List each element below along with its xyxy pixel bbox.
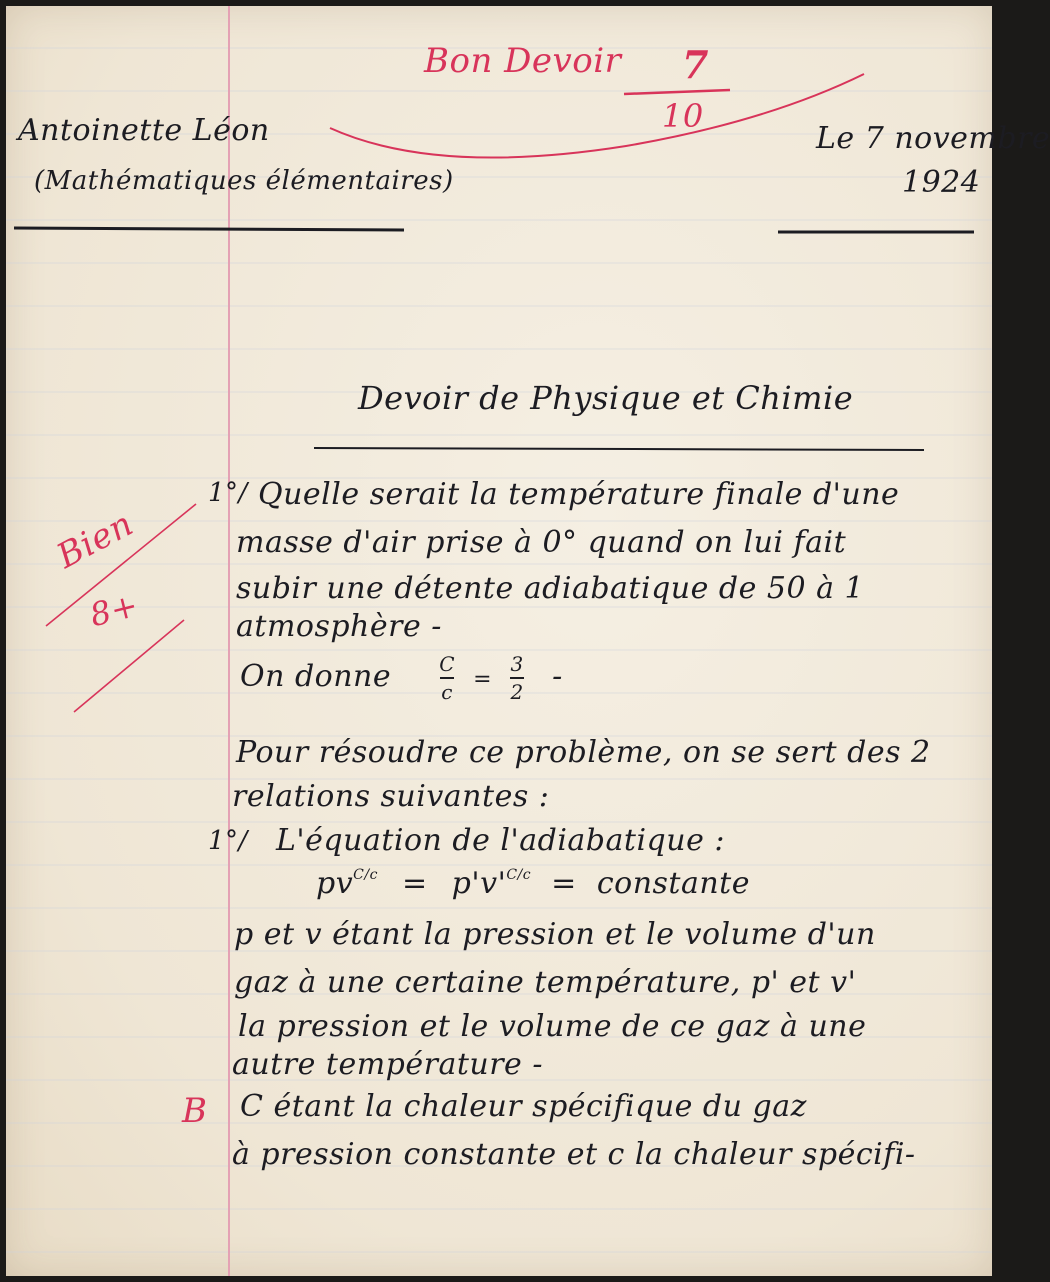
given-suffix: - — [552, 658, 563, 694]
grade-comment: Bon Devoir — [424, 41, 622, 81]
answer-intro-2: relations suivantes : — [232, 779, 550, 814]
given-value-numerator: 3 — [510, 652, 524, 676]
answer-line-3: la pression et le volume de ce gaz à une — [238, 1009, 867, 1044]
exam-sheet — [6, 6, 1050, 1276]
class-name: (Mathématiques élémentaires) — [34, 166, 454, 196]
question-line-4: atmosphère - — [236, 609, 442, 644]
given-prefix: On donne — [240, 658, 392, 694]
grade-denominator: 10 — [662, 97, 704, 135]
page-title: Devoir de Physique et Chimie — [358, 379, 854, 417]
given-row — [240, 654, 563, 702]
student-name: Antoinette Léon — [18, 113, 270, 148]
formula-exponent: C/c — [353, 867, 378, 883]
step-number: 1°/ — [208, 826, 248, 856]
answer-intro-1: Pour résoudre ce problème, on se sert des 2 — [236, 735, 931, 770]
answer-line-1: p et v étant la pression et le volume d'un — [234, 917, 876, 952]
grade-flourish — [330, 74, 864, 158]
fraction-bar — [440, 677, 454, 679]
given-equals: = — [473, 666, 493, 692]
margin-note-bien: Bien — [50, 503, 140, 577]
title-underline — [314, 448, 924, 450]
fraction-bar — [510, 677, 524, 679]
given-value-denominator: 2 — [510, 679, 524, 704]
question-line-2: masse d'air prise à 0° quand on lui fait — [236, 525, 847, 560]
formula-right: constante — [596, 866, 750, 901]
answer-line-4: autre température - — [232, 1047, 543, 1082]
formula-equals-1: = — [401, 866, 428, 901]
date-line2: 1924 — [902, 165, 981, 200]
formula-exponent-2: C/c — [506, 867, 532, 883]
ruled-lines — [6, 6, 992, 1276]
answer-line-6: à pression constante et c la chaleur spécifi- — [232, 1137, 916, 1172]
margin-slash-lower — [74, 620, 184, 712]
formula-middle: p'v' — [451, 866, 507, 901]
question-line-1: Quelle serait la température finale d'une — [258, 477, 900, 512]
formula-left: pv — [316, 866, 354, 901]
step-title: L'équation de l'adiabatique : — [276, 823, 725, 858]
answer-line-5: C étant la chaleur spécifique du gaz — [240, 1089, 807, 1124]
given-numerator: C — [439, 652, 456, 676]
question-line-3: subir une détente adiabatique de 50 à 1 — [236, 571, 865, 606]
given-value — [510, 654, 524, 702]
formula-row — [316, 868, 750, 899]
margin-note-b: B — [182, 1091, 208, 1131]
formula-equals-2: = — [551, 866, 577, 901]
answer-line-2: gaz à une certaine température, p' et v' — [234, 965, 857, 1000]
question-number: 1°/ — [208, 478, 248, 508]
header-rule-left — [14, 228, 404, 230]
grade-numerator: 7 — [682, 42, 709, 87]
margin-note-mark: 8+ — [86, 585, 143, 635]
date-line1: Le 7 novembre — [816, 121, 1050, 156]
given-ratio — [439, 654, 455, 702]
given-denominator: c — [441, 679, 453, 704]
